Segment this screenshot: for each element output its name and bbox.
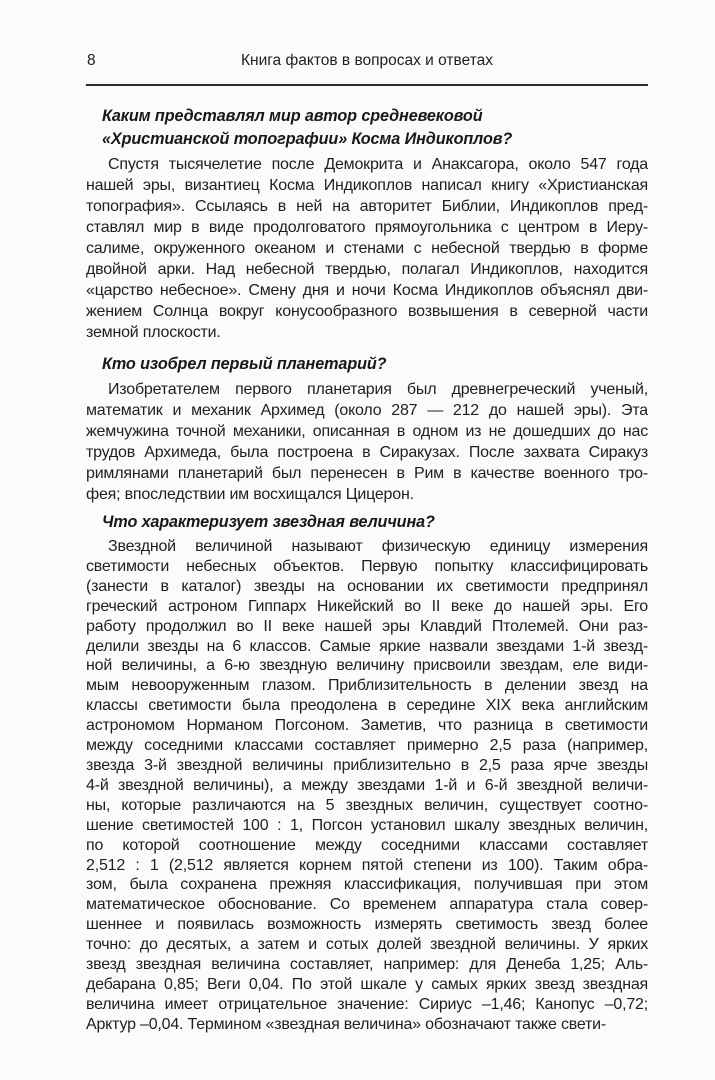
- question-heading-line: Кто изобрел первый планетарий?: [102, 355, 387, 373]
- question-heading: [86, 511, 648, 534]
- text-line: точно: до десятых, а затем и сотых долей звездной величины. У ярких: [86, 936, 648, 954]
- text-line: классы светимости была преодолена в середине XIX века английским: [86, 697, 648, 715]
- text-line: топография». Ссылаясь в ней на авторитет Библии, Индикоплов пред-: [86, 198, 648, 215]
- text-line: светимости небесных объектов. Первую попытку классифицировать: [86, 557, 648, 575]
- question-heading-line: Что характеризует звездная величина?: [102, 513, 435, 531]
- text-line: мым невооруженным глазом. Приблизительность в делении звезд на: [86, 677, 648, 695]
- question-heading-line: Каким представлял мир автор средневековой: [102, 107, 483, 125]
- text-line: римлянами планетарий был перенесен в Рим в качестве военного тро-: [86, 465, 648, 482]
- text-line: величина имеет отрицательное значение: Сириус –1,46; Канопус –0,72;: [86, 995, 648, 1013]
- text-line: «царство небесное». Смену дня и ночи Косма Индикоплов объяснял дви-: [86, 282, 648, 299]
- text-line: жемчужина точной механики, описанная в одном из не дошедших до нас: [86, 423, 648, 440]
- text-line: греческий астроном Гиппарх Никейский во II веке до нашей эры. Его: [86, 597, 648, 615]
- text-line: двойной арки. Над небесной твердью, полагал Индикоплов, находится: [86, 261, 648, 278]
- text-line: звезд звездная величина составляет, например: для Денеба 1,25; Аль-: [86, 956, 648, 974]
- text-line: ставлял мир в виде продолговатого прямоугольника с центром в Иеру-: [86, 219, 648, 236]
- qa-section: [86, 511, 648, 1035]
- answer-paragraph: [86, 537, 648, 1035]
- question-heading: [86, 105, 648, 151]
- text-line: математическое обоснование. Со временем аппаратура стала совер-: [86, 896, 648, 914]
- text-line: звезда 3-й звездной величины приблизительно в 2,5 раза ярче звезды: [86, 756, 648, 774]
- qa-sections: [86, 105, 648, 1035]
- page-content: [86, 0, 648, 1035]
- text-line: математик и механик Архимед (около 287 — 212 до нашей эры). Эта: [86, 402, 648, 419]
- text-line: делили звезды на 6 классов. Самые яркие назвали звездами 1-й звезд-: [86, 637, 648, 655]
- text-line: Звездной величиной называют физическую единицу измерения: [108, 538, 648, 555]
- text-line: шение светимостей 100 : 1, Погсон установил шкалу звездных величин,: [86, 816, 648, 834]
- text-line: Арктур –0,04. Термином «звездная величина» обозначают также свети-: [86, 1015, 607, 1033]
- answer-paragraph: [86, 154, 648, 343]
- text-line: 2,512 : 1 (2,512 является корнем пятой степени из 100). Таким обра-: [86, 856, 648, 874]
- text-line: работу продолжил во II веке нашей эры Клавдий Птолемей. Они раз-: [86, 617, 648, 635]
- text-line: дебарана 0,85; Веги 0,04. По этой шкале у самых ярких звезд звездная: [86, 975, 648, 993]
- text-line: между соседними классами составляет примерно 2,5 раза (например,: [86, 737, 648, 755]
- text-line: зом, была сохранена прежняя классификация, получившая при этом: [86, 876, 648, 894]
- question-heading-line: «Христианской топографии» Косма Индикоплов?: [102, 130, 513, 148]
- text-line: Изобретателем первого планетария был древнегреческий ученый,: [108, 381, 648, 398]
- text-line: шеннее и появилась возможность измерять светимость звезд более: [86, 916, 648, 934]
- text-line: 4-й звездной величины), а между звездами 1-й и 6-й звездной величи-: [86, 776, 648, 794]
- header-rule: [86, 84, 648, 86]
- qa-section: [86, 105, 648, 343]
- text-line: ны, которые различаются на 5 звездных величин, существует соотно-: [86, 796, 648, 814]
- text-line: жением Солнца вокруг конусообразного возвышения в северной части: [86, 303, 648, 320]
- running-title: Книга фактов в вопросах и ответах: [241, 52, 493, 69]
- page-header: [86, 0, 648, 86]
- question-heading: [86, 353, 648, 376]
- text-line: ной величины, а 6-ю звездную величину присвоили звездам, еле види-: [86, 657, 648, 675]
- text-line: астрономом Норманом Погсоном. Заметив, что разница в светимости: [86, 717, 648, 735]
- answer-paragraph: [86, 379, 648, 505]
- page-number: 8: [87, 52, 96, 69]
- qa-section: [86, 353, 648, 505]
- text-line: земной плоскости.: [86, 324, 221, 341]
- text-line: Спустя тысячелетие после Демокрита и Анаксагора, около 547 года: [108, 156, 648, 173]
- text-line: фея; впоследствии им восхищался Цицерон.: [86, 486, 414, 503]
- text-line: салиме, окруженного океаном и стенами с небесной твердью в форме: [86, 240, 648, 257]
- text-line: нашей эры, византиец Косма Индикоплов написал книгу «Христианская: [86, 177, 648, 194]
- text-line: по которой соотношение между соседними классами составляет: [86, 836, 648, 854]
- text-line: (занести в каталог) звезды на основании их светимости предпринял: [86, 577, 648, 595]
- text-line: трудов Архимеда, была построена в Сиракузах. После захвата Сиракуз: [86, 444, 648, 461]
